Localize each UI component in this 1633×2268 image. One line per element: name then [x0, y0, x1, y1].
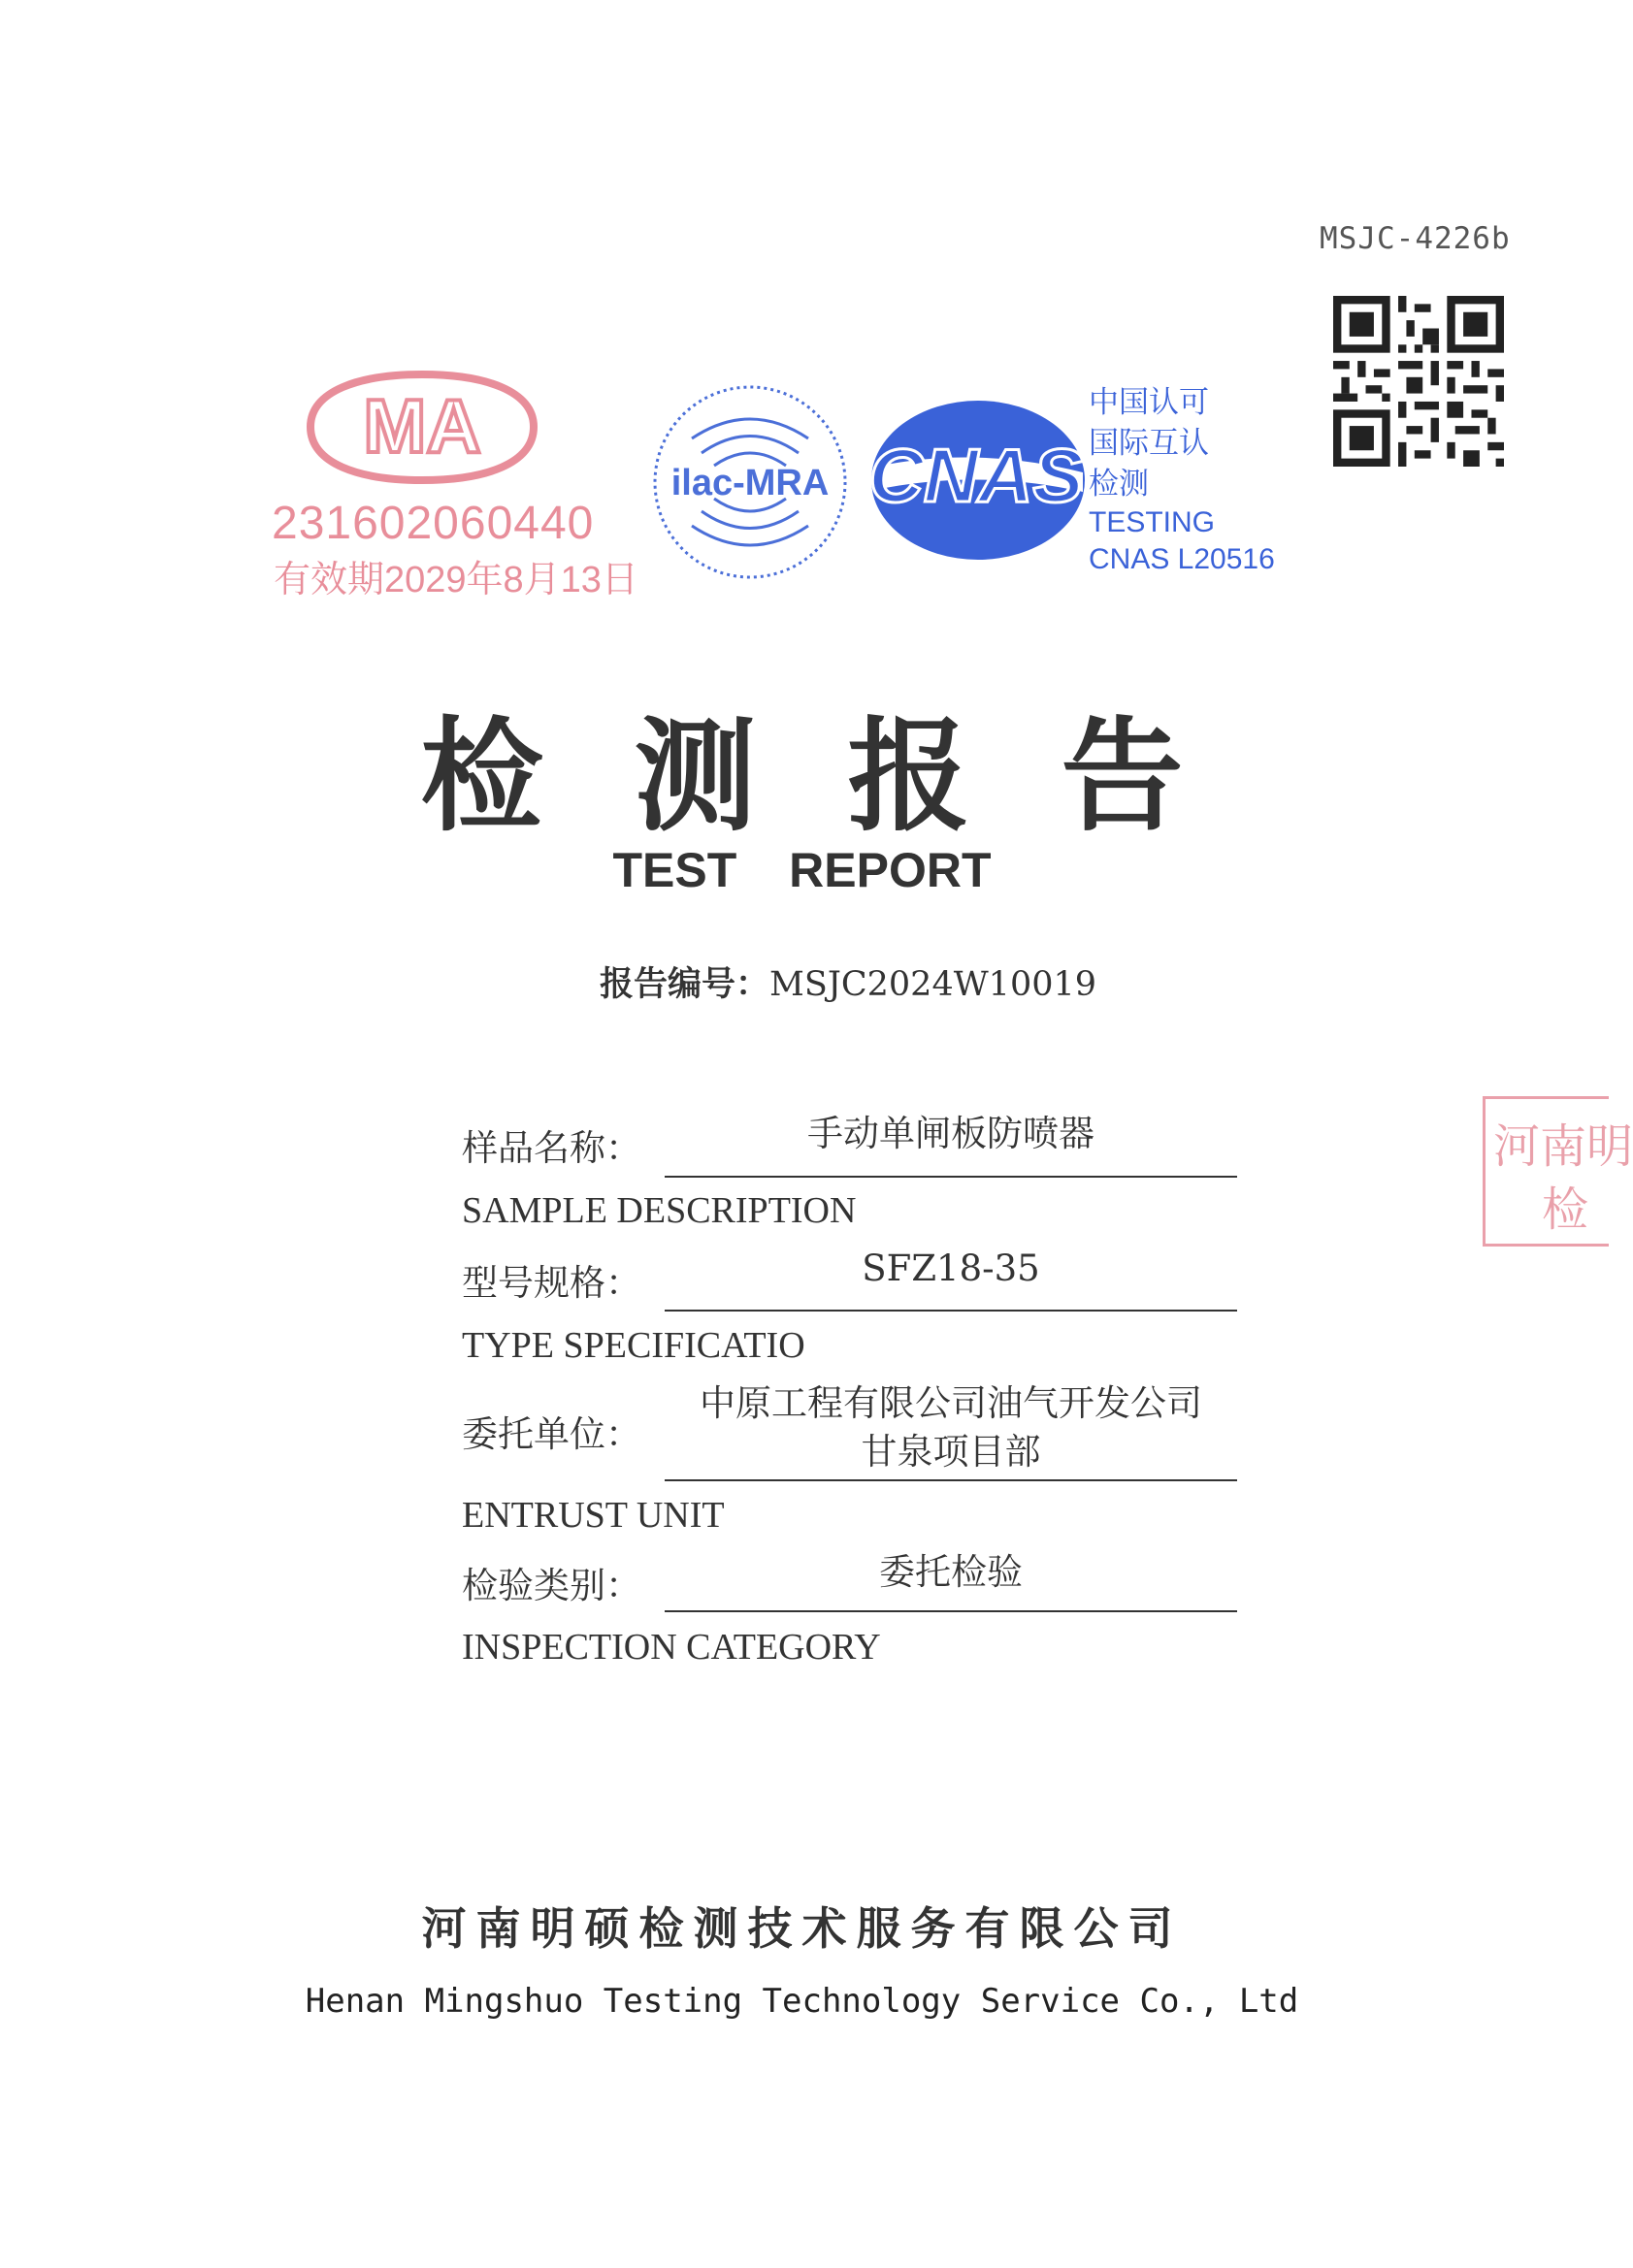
cnas-accreditation-text	[1089, 382, 1275, 578]
entrust-unit-value	[665, 1379, 1237, 1476]
entrust-unit-underline	[665, 1479, 1237, 1481]
sample-description-label-en: SAMPLE DESCRIPTION	[462, 1190, 857, 1231]
seal-text-line2: 检	[1542, 1183, 1589, 1237]
report-title-en: TEST REPORT	[612, 843, 992, 897]
report-number-value: MSJC2024W10019	[769, 965, 1097, 1004]
entrust-unit-value-line1: 中原工程有限公司油气开发公司	[700, 1382, 1202, 1424]
entrust-unit-label: 委托单位：	[462, 1413, 641, 1455]
svg-text:CNAS: CNAS	[868, 433, 1084, 518]
type-specification-label-en: TYPE SPECIFICATIO	[462, 1325, 805, 1366]
ilac-mra-logo	[648, 380, 852, 584]
type-spec-underline	[665, 1310, 1237, 1312]
svg-text:MA: MA	[363, 383, 481, 469]
svg-text:ilac-MRA: ilac-MRA	[670, 463, 830, 503]
cnas-line-testing-cn: 检测	[1089, 467, 1149, 501]
sample-name-value: 手动单闸板防喷器	[807, 1113, 1094, 1154]
type-spec-label: 型号规格：	[462, 1262, 641, 1304]
ma-certification-logo	[291, 367, 553, 488]
report-title-cn: 检测报告	[420, 704, 1275, 848]
company-seal-partial	[1483, 1096, 1633, 1247]
report-number-label: 报告编号：	[600, 965, 770, 1004]
type-spec-value: SFZ18-35	[862, 1247, 1040, 1289]
inspection-category-value: 委托检验	[879, 1551, 1023, 1593]
inspection-category-label: 检验类别：	[462, 1565, 641, 1606]
cnas-line-recognition: 中国认可	[1089, 385, 1209, 419]
document-code: MSJC-4226b	[1320, 221, 1511, 256]
entrust-unit-value-line2: 甘泉项目部	[861, 1431, 1041, 1473]
entrust-unit-label-en: ENTRUST UNIT	[462, 1495, 725, 1536]
cnas-logo	[862, 393, 1090, 567]
inspection-category-label-en: INSPECTION CATEGORY	[462, 1627, 881, 1668]
company-name-cn: 河南明硕检测技术服务有限公司	[421, 1902, 1183, 1955]
inspection-category-underline	[665, 1610, 1237, 1612]
sample-name-underline	[665, 1176, 1237, 1178]
cnas-line-mutual: 国际互认	[1089, 426, 1209, 460]
company-name-en: Henan Mingshuo Testing Technology Service Co., Ltd	[305, 1982, 1299, 2021]
cnas-line-testing-en: TESTING	[1089, 506, 1216, 538]
cnas-line-number: CNAS L20516	[1089, 543, 1275, 575]
ma-certificate-number: 231602060440	[272, 498, 595, 549]
sample-name-label: 样品名称：	[462, 1127, 641, 1169]
seal-text-line1: 河南明	[1493, 1119, 1633, 1174]
qr-code-icon	[1333, 294, 1504, 469]
report-number	[600, 957, 1096, 1006]
ma-validity-date: 有效期2029年8月13日	[274, 560, 638, 600]
